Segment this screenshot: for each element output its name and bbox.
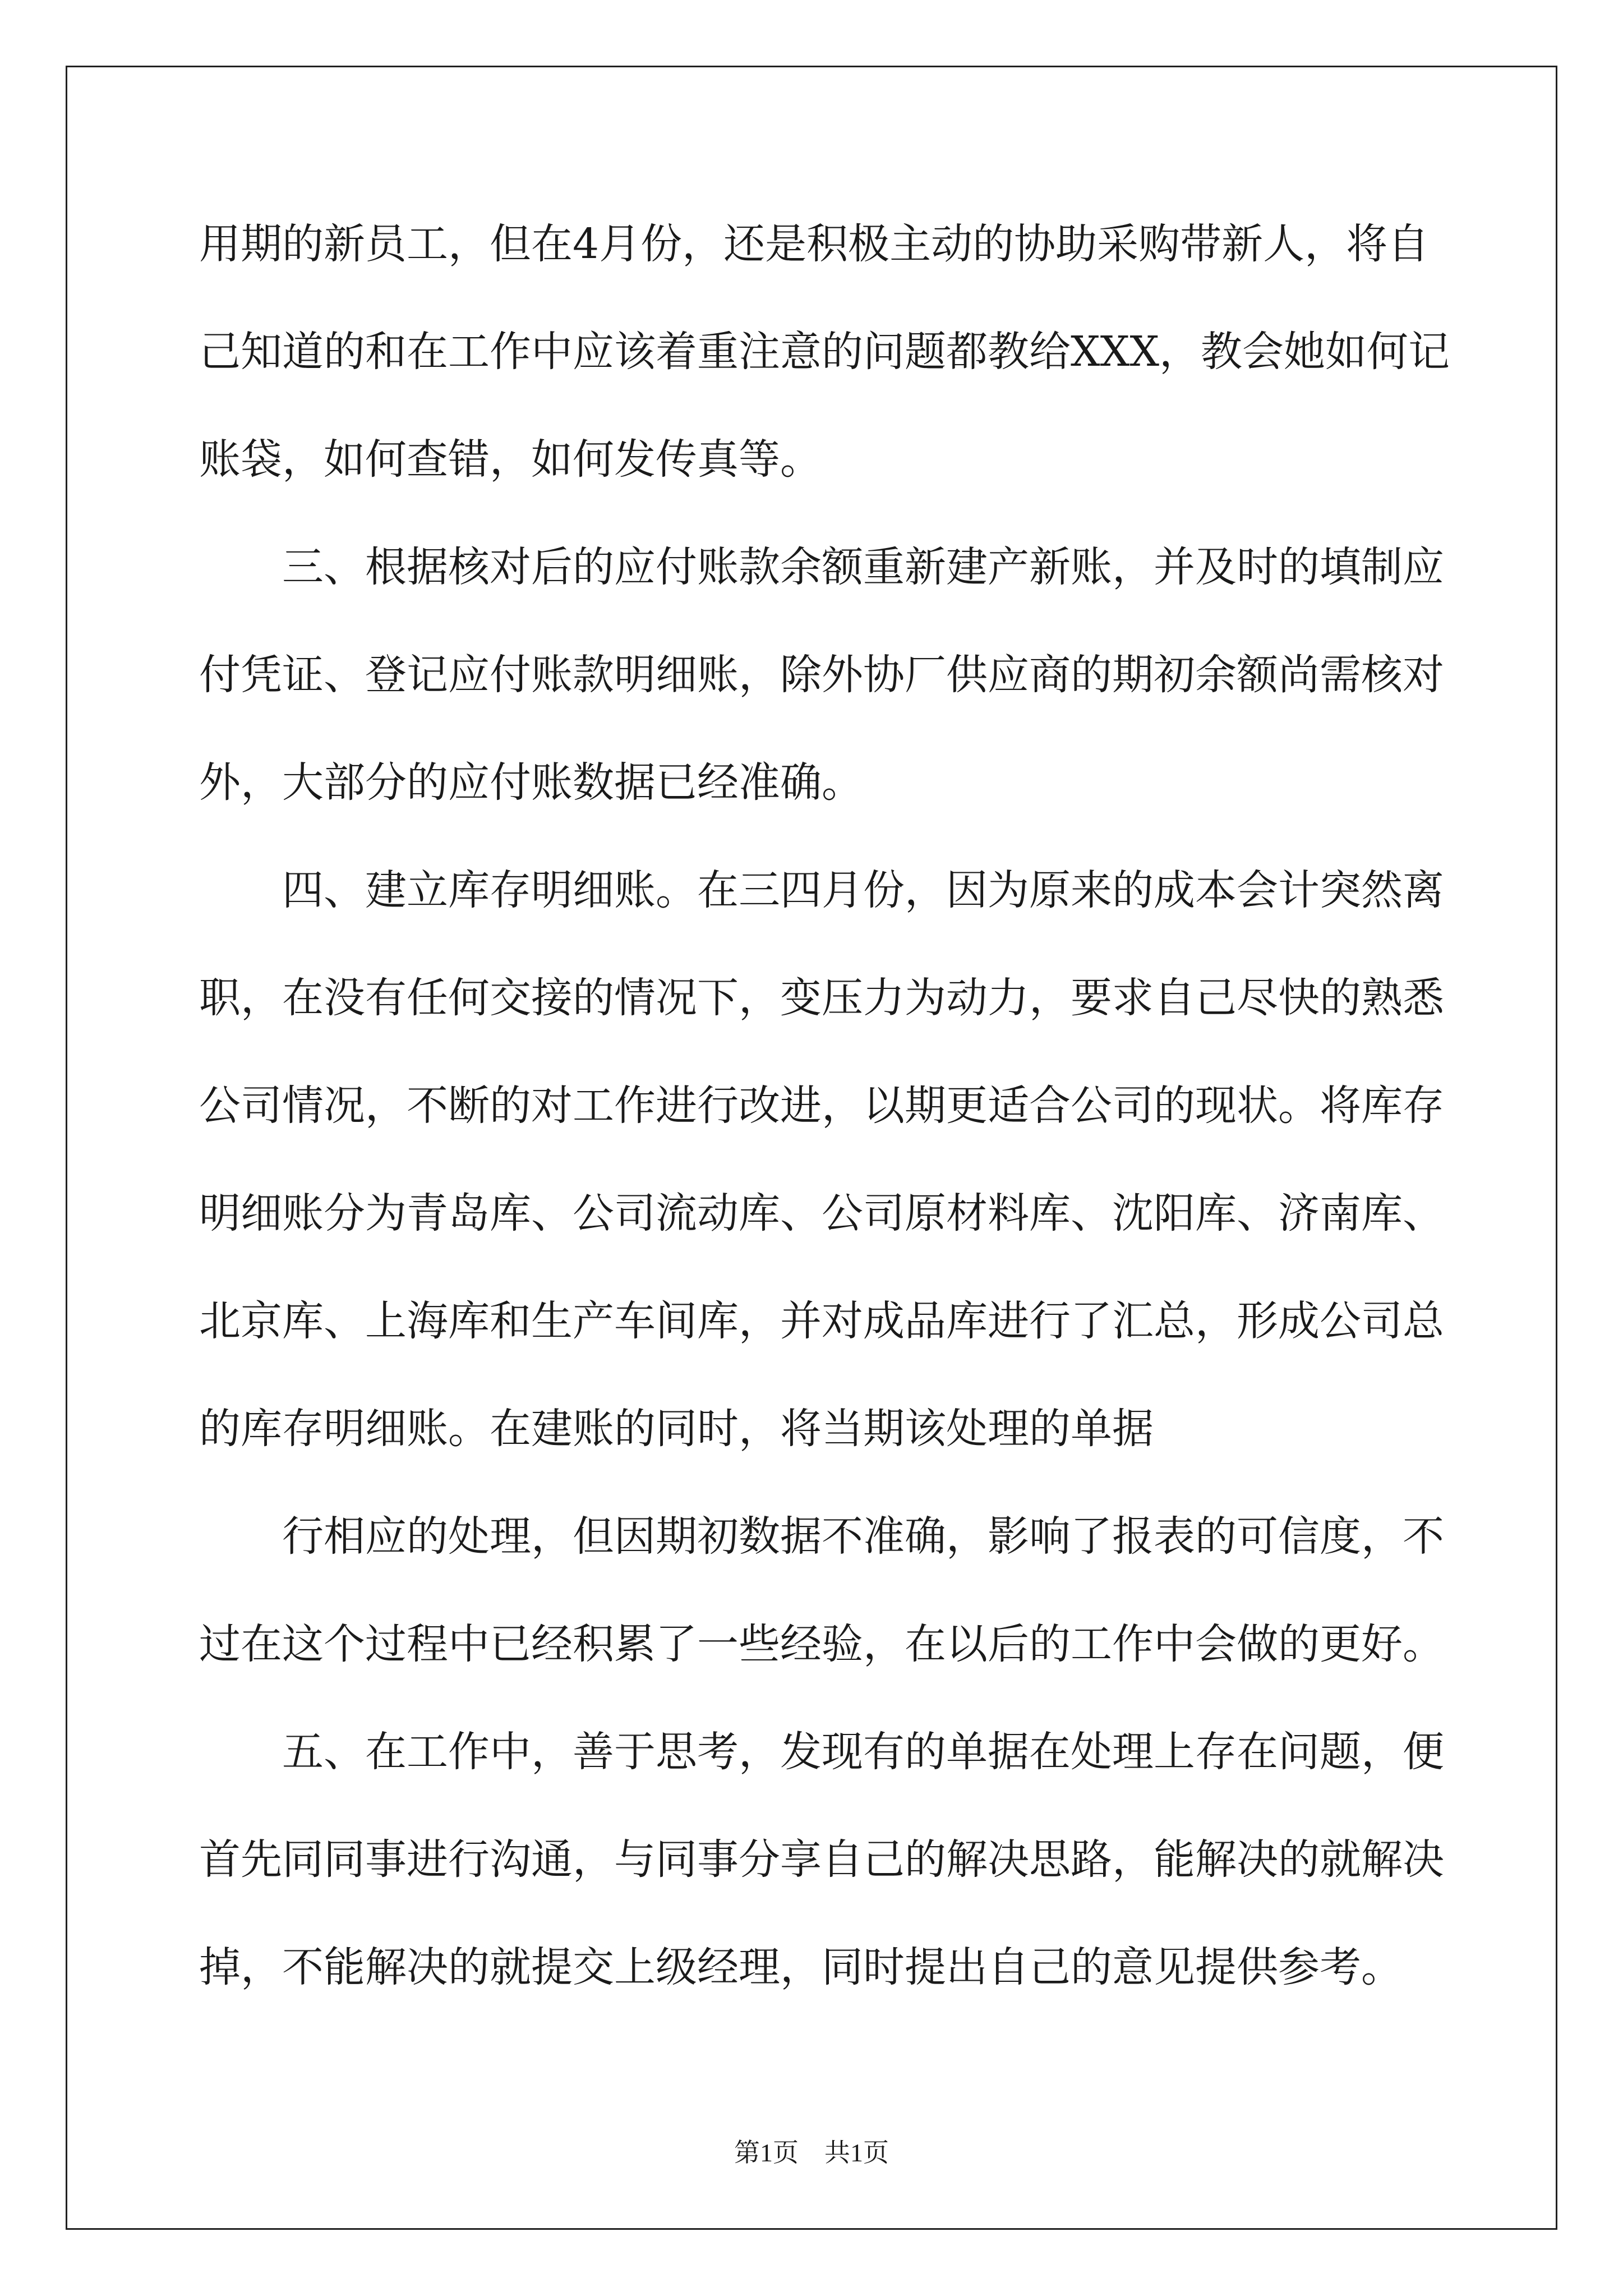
text-line: 的库存明细账。在建账的同时，将当期该处理的单据 [199,1405,1154,1453]
text-line: 职，在没有任何交接的情况下，变压力为动力，要求自己尽快的熟悉 [199,974,1444,1022]
text-line: 己知道的和在工作中应该着重注意的问题都教给XXX，教会她如何记 [199,328,1450,376]
page-border [66,66,1557,2230]
text-line: 掉，不能解决的就提交上级经理，同时提出自己的意见提供参考。 [199,1943,1403,1991]
page-footer: 第1页 共1页 [734,2138,889,2167]
text-line: 五、在工作中，善于思考，发现有的单据在处理上存在问题，便 [199,1728,1444,1776]
text-line: 过在这个过程中已经积累了一些经验，在以后的工作中会做的更好。 [199,1620,1444,1668]
text-line: 付凭证、登记应付账款明细账，除外协厂供应商的期初余额尚需核对 [199,651,1444,699]
text-line: 三、根据核对后的应付账款余额重新建产新账，并及时的填制应 [199,543,1444,591]
text-line: 行相应的处理，但因期初数据不准确，影响了报表的可信度，不 [199,1512,1444,1561]
text-line: 外，大部分的应付账数据已经准确。 [199,758,863,807]
text-line: 账袋，如何查错，如何发传真等。 [199,435,822,484]
text-line: 北京库、上海库和生产车间库，并对成品库进行了汇总，形成公司总 [199,1297,1444,1345]
text-line: 四、建立库存明细账。在三四月份，因为原来的成本会计突然离 [199,866,1444,914]
text-line: 用期的新员工，但在4月份，还是积极主动的协助采购带新人，将自 [199,220,1430,268]
text-line: 首先同同事进行沟通，与同事分享自己的解决思路，能解决的就解决 [199,1835,1444,1884]
text-line: 公司情况，不断的对工作进行改进，以期更适合公司的现状。将库存 [199,1082,1444,1130]
text-line: 明细账分为青岛库、公司流动库、公司原材料库、沈阳库、济南库、 [199,1189,1444,1237]
